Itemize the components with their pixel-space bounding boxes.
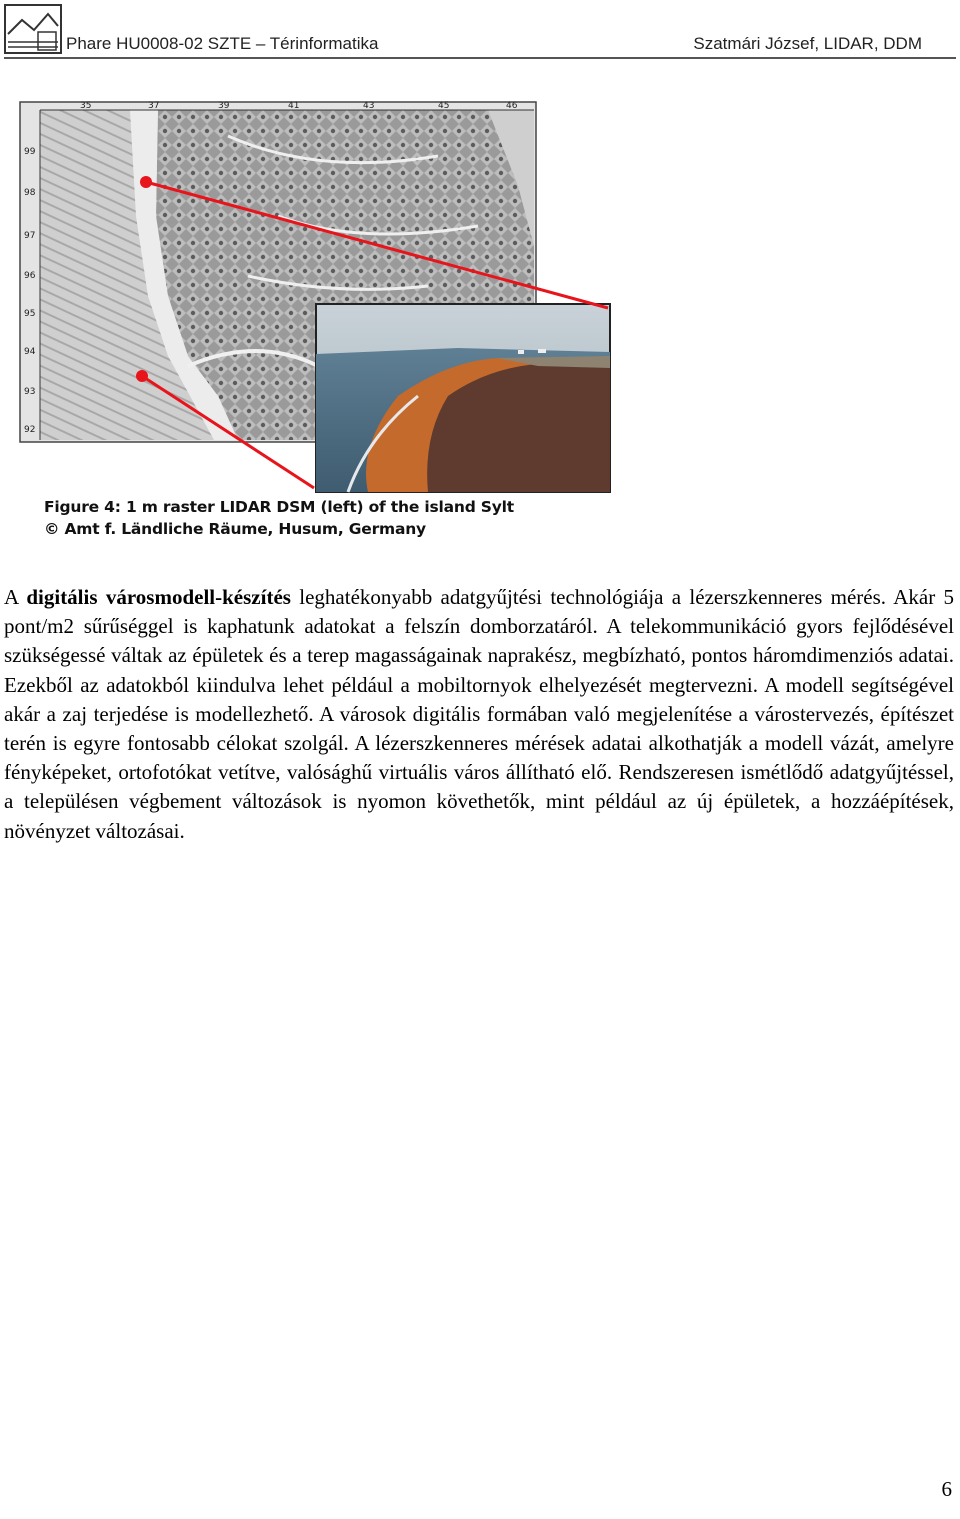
top-tick: 39 — [218, 101, 230, 111]
header-course-title: Phare HU0008-02 SZTE – Térinformatika — [66, 34, 379, 53]
left-tick: 93 — [24, 387, 36, 397]
bold-term: digitális városmodell-készítés — [26, 585, 291, 609]
top-tick: 41 — [288, 101, 300, 111]
left-tick: 95 — [24, 309, 36, 319]
document-logo-icon — [4, 4, 62, 54]
caption-credit: © Amt f. Ländliche Räume, Husum, Germany — [44, 520, 426, 538]
top-tick: 46 — [506, 101, 518, 111]
page-header — [0, 0, 960, 60]
top-tick: 43 — [363, 101, 375, 111]
left-tick: 97 — [24, 231, 36, 241]
figure-graphic — [18, 96, 618, 496]
top-tick: 37 — [148, 101, 160, 111]
top-tick: 45 — [438, 101, 450, 111]
paragraph-text: A — [4, 585, 27, 609]
page-number: 6 — [941, 1477, 952, 1501]
left-tick: 96 — [24, 271, 36, 281]
left-tick: 99 — [24, 147, 36, 157]
header-author-topic: Szatmári József, LIDAR, DDM — [693, 34, 922, 53]
caption-line: Figure 4: 1 m raster LIDAR DSM (left) of the island Sylt — [44, 498, 514, 516]
left-tick: 94 — [24, 347, 36, 357]
lidar-figure — [18, 96, 618, 556]
left-tick: 92 — [24, 425, 36, 435]
figure-caption — [44, 496, 604, 540]
header-divider — [4, 57, 956, 59]
body-paragraph — [4, 583, 954, 846]
paragraph-text: leghatékonyabb adatgyűjtési technológiája a lézerszkenneres mérés. Akár 5 pont/m2 sűrűséggel is kaphatunk adatokat a felszín domborzatáról. A telekommunikáció gyors fejlődésével szükségessé váltak az épületek és a terep magasságainak naprakész, megbízható, pontos háromdimenziós adatai. Ezekből az adatokból kiindulva lehet például a mobiltornyok elhelyezését megtervezni. A modell segítségével akár a zaj terjedése is modellezhető. A városok digitális formában való megjelenítése a várostervezés, építészet terén is egyre fontosabb célokat szolgál. A lézerszkenneres mérések adatai alkothatják a modell vázát, amelyre fényképeket, ortofotókat vetítve, valósághű virtuális város állítható elő. Rendszeresen ismétlődő adatgyűjtéssel, a településen végbement változások is nyomon követhetők, mint például az új épületek, a hozzáépítések, növényzet változásai. — [4, 585, 955, 843]
top-tick: 35 — [80, 101, 92, 111]
left-tick: 98 — [24, 188, 36, 198]
cliff-photo — [316, 304, 610, 492]
